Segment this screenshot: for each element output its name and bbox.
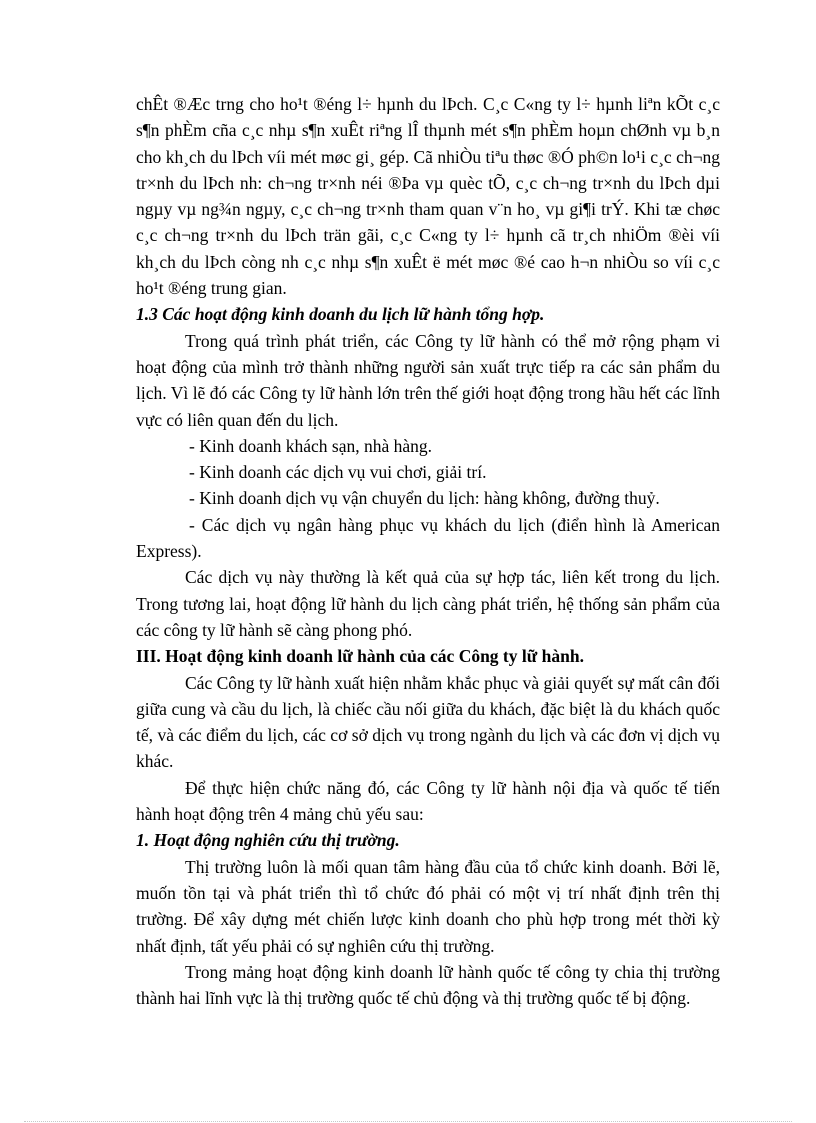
bullet-entertainment: - Kinh doanh các dịch vụ vui chơi, giải trí. (189, 462, 487, 483)
bullet-banking: - Các dịch vụ ngân hàng phục vụ khách du lịch (điển hình là American Express). (136, 514, 720, 562)
paragraph-division: Trong mảng hoạt động kinh doanh lữ hành quốc tế công ty chia thị trường thành hai lĩnh vực là thị trường quốc tế chủ động và thị trường quốc tế bị động. (136, 961, 720, 1009)
paragraph-appear: Các Công ty lữ hành xuất hiện nhằm khắc phục và giải quyết sự mất cân đối giữa cung và cầu du lịch, là chiếc cầu nối giữa du khách, đặc biệt là du khách quốc tế, và các điểm du lịch, các cơ sở dịch vụ trong ngành du lịch và các đơn vị dịch vụ khác. (136, 672, 720, 772)
paragraph-expand: Trong quá trình phát triển, các Công ty lữ hành có thể mở rộng phạm vi hoạt động của mình trở thành những người sản xuất trực tiếp ra các sản phẩm du lịch. Vì lẽ đó các Công ty lữ hành lớn trên thế giới hoạt động trong hầu hết các lĩnh vực có liên quan đến du lịch. (136, 330, 720, 430)
page-bottom-divider (24, 1121, 792, 1122)
bullet-transport: - Kinh doanh dịch vụ vận chuyển du lịch: hàng không, đường thuỷ. (189, 488, 660, 509)
paragraph-cooperation: Các dịch vụ này thường là kết quả của sự hợp tác, liên kết trong du lịch. Trong tương lai, hoạt động lữ hành du lịch càng phát triển, hệ thống sản phẩm của các công ty lữ hành sẽ càng phong phó. (136, 567, 720, 640)
heading-1-3: 1.3 Các hoạt động kinh doanh du lịch lữ hành tổng hợp. (136, 304, 545, 325)
paragraph-four-areas: Để thực hiện chức năng đó, các Công ty lữ hành nội địa và quốc tế tiến hành hoạt động trên 4 mảng chủ yếu sau: (136, 777, 720, 825)
heading-III: III. Hoạt động kinh doanh lữ hành của các Công ty lữ hành. (136, 646, 584, 667)
document-page (136, 91, 720, 1011)
bullet-hotel: - Kinh doanh khách sạn, nhà hàng. (189, 435, 432, 456)
paragraph-market: Thị trường luôn là mối quan tâm hàng đầu của tổ chức kinh doanh. Bởi lẽ, muốn tồn tại và phát triển thì tổ chức đó phải có một vị trí nhất định trên thị trường. Để xây dựng mét chiến lược kinh doanh cho phù hợp trong mét thời kỳ nhất định, tất yếu phải có sự nghiên cứu thị trường. (136, 856, 720, 956)
heading-1: 1. Hoạt động nghiên cứu thị trường. (136, 830, 400, 851)
paragraph-intro: chÊt ®Æc trng cho ho¹t ®éng l÷ hµnh du lÞch. C¸c C«ng ty l÷ hµnh liªn kÕt c¸c s¶n phÈm cña c¸c nhµ s¶n xuÊt riªng lÎ thµnh mét s¶n phÈm hoµn chØnh vµ b¸n cho kh¸ch du lÞch víi mét møc gi¸ gép. Cã nhiÒu tiªu thøc ®Ó ph©n lo¹i c¸c ch¬ng tr×nh du lÞch nh: ch¬ng tr×nh néi ®Þa vµ quèc tÕ, c¸c ch¬ng tr×nh du lÞch dµi ngµy vµ ng¾n ngµy, c¸c ch¬ng tr×nh tham quan v¨n ho¸ vµ gi¶i trÝ. Khi tæ chøc c¸c ch¬ng tr×nh du lÞch trän gãi, c¸c C«ng ty l÷ hµnh cã tr¸ch nhiÖm ®èi víi kh¸ch du lÞch còng nh c¸c nhµ s¶n xuÊt ë mét møc ®é cao h¬n nhiÒu so víi c¸c ho¹t ®éng trung gian. (136, 94, 720, 299)
